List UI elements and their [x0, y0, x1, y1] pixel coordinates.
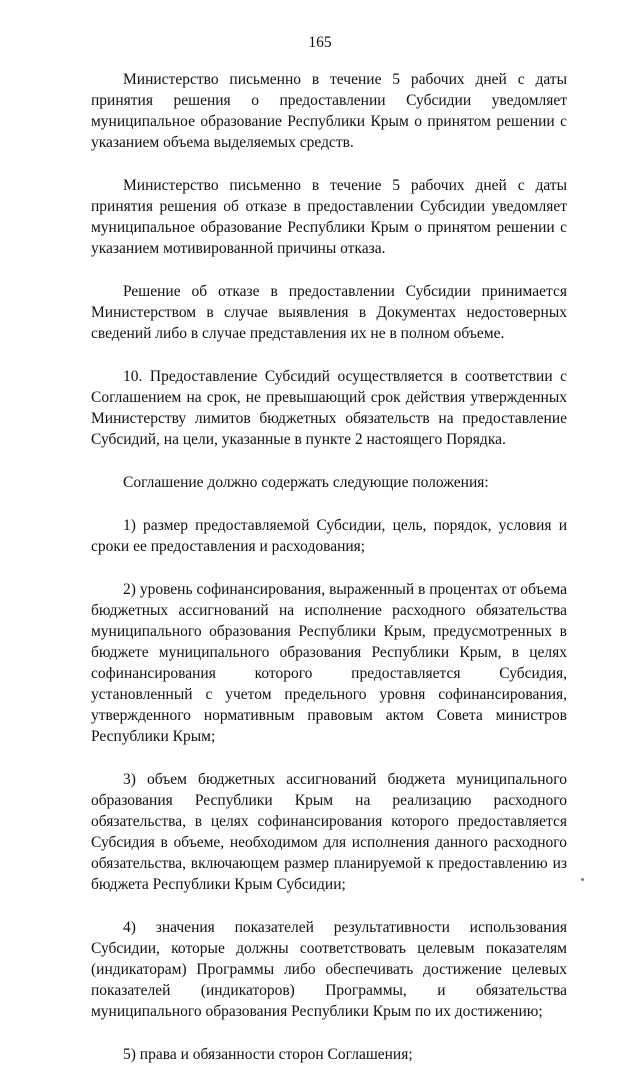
list-item-5: 5) права и обязанности сторон Соглашения; [123, 1046, 413, 1063]
list-item-4: 4) значения показателей результативности использования Субсидии, которые должны соответствовать целевым показателям (индикаторам) Программы либо обеспечивать достижение целевых показателей (индикаторов) Программы, и обязательства муниципального образования Республики Крым по их достижению; [91, 919, 567, 1020]
paragraph-refusal-grounds: Решение об отказе в предоставлении Субсидии принимается Министерством в случае выявления в Документах недостоверных сведений либо в случае представления их не в полном объеме. [91, 283, 567, 342]
scan-speck [581, 878, 584, 881]
document-body [91, 69, 567, 1065]
page-number: 165 [308, 34, 332, 51]
paragraph-notification-refusal: Министерство письменно в течение 5 рабочих дней с даты принятия решения об отказе в предоставлении Субсидии уведомляет муниципальное образование Республики Крым о принятом решении с указанием мотивированной причины отказа. [91, 177, 567, 257]
list-item-2: 2) уровень софинансирования, выраженный в процентах от объема бюджетных ассигнований на исполнение расходного обязательства муниципального образования Республики Крым, предусмотренных в бюджете муниципального образования Республики Крым, в целях софинансирования которого предоставляется Субсидия, установленный с учетом предельного уровня софинансирования, утвержденного нормативным правовым актом Совета министров Республики Крым; [91, 581, 567, 745]
list-item-1: 1) размер предоставляемой Субсидии, цель, порядок, условия и сроки ее предоставления и расходования; [91, 517, 567, 555]
list-item-3: 3) объем бюджетных ассигнований бюджета муниципального образования Республики Крым на реализацию расходного обязательства, в целях софинансирования которого предоставляется Субсидия в объеме, необходимом для исполнения данного расходного обязательства, включающем размер планируемой к предоставлению из бюджета Республики Крым Субсидии; [91, 771, 567, 893]
paragraph-notification-granted: Министерство письменно в течение 5 рабочих дней с даты принятия решения о предоставлении Субсидии уведомляет муниципальное образование Республики Крым о принятом решении с указанием объема выделяемых средств. [91, 71, 567, 151]
paragraph-agreement-provisions: Соглашение должно содержать следующие положения: [123, 474, 489, 491]
paragraph-item-10: 10. Предоставление Субсидий осуществляется в соответствии с Соглашением на срок, не превышающий срок действия утвержденных Министерству лимитов бюджетных обязательств на предоставление Субсидий, на цели, указанные в пункте 2 настоящего Порядка. [91, 368, 567, 448]
